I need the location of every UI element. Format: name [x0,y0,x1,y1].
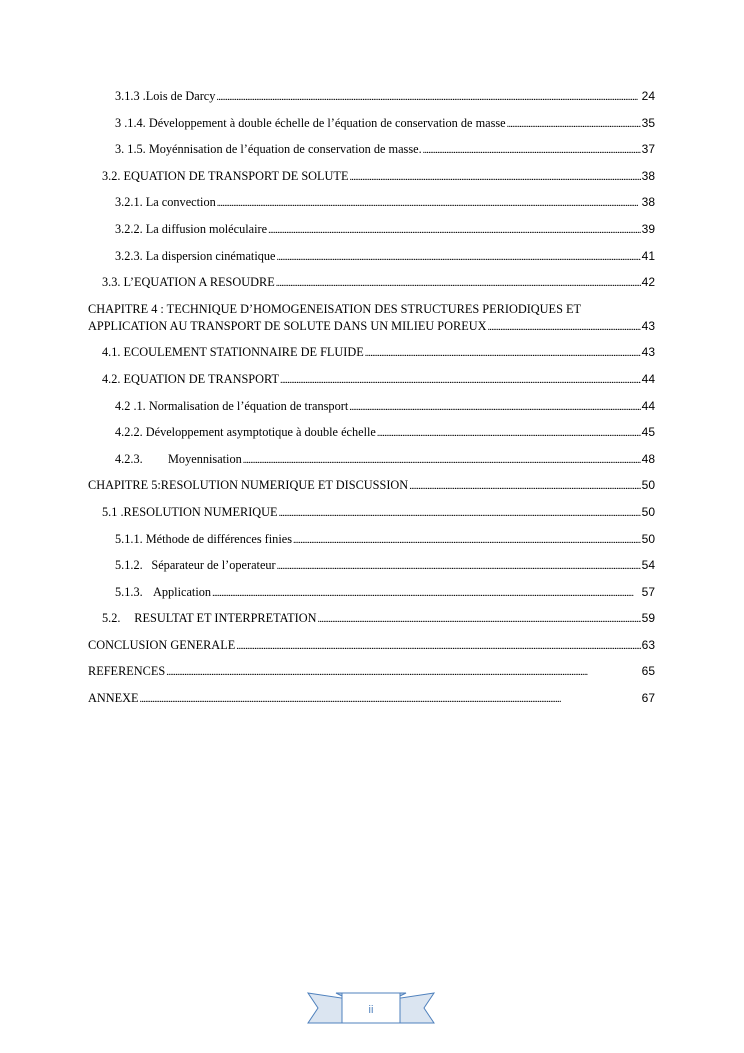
toc-entry[interactable] [88,557,655,575]
toc-entry-label: ANNEXE [88,691,139,706]
toc-entry[interactable] [88,398,655,416]
toc-entry-number: 5.1.2. [115,558,143,573]
toc-entry-label: RESULTAT ET INTERPRETATION [134,611,317,626]
page-footer [306,989,436,1029]
toc-entry-page: 63 [641,637,655,652]
dot-leader [487,319,640,336]
toc-entry-label: 4.1. ECOULEMENT STATIONNAIRE DE FLUIDE [102,345,364,360]
toc-entry-label: 4.2. EQUATION DE TRANSPORT [102,371,280,386]
toc-entry-label: Séparateur de l’operateur [151,558,276,573]
toc-entry-page: 54 [641,558,655,573]
page-number: ii [368,1004,374,1016]
toc-entry[interactable] [88,274,655,292]
dot-leader [277,249,641,266]
toc-entry-label: 4.2 .1. Normalisation de l’équation de transport [115,398,349,413]
toc-entry[interactable] [88,584,655,602]
toc-entry-label: 3.2.2. La diffusion moléculaire [115,221,268,236]
toc-entry-page: 48 [641,451,655,466]
toc-entry[interactable] [88,194,655,212]
toc-entry-page: 43 [641,318,655,333]
toc-entry-label: 3.2.1. La convection [115,195,216,210]
dot-leader [212,585,641,602]
dot-leader [349,169,640,186]
toc-entry-page: 37 [641,142,655,157]
dot-leader [507,116,641,133]
dot-leader [243,452,641,469]
dot-leader [268,222,641,239]
toc-entry[interactable] [88,424,655,442]
toc-entry-label: 3.2.3. La dispersion cinématique [115,248,276,263]
dot-leader [349,399,640,416]
toc-entry-page: 44 [641,398,655,413]
toc-entry-label: 3.1.3 .Lois de Darcy [115,89,216,103]
dot-leader [140,691,641,708]
dot-leader [377,425,641,442]
toc-entry-label: 5.1 .RESOLUTION NUMERIQUE [102,504,278,519]
dot-leader [279,505,641,522]
toc-entry[interactable] [88,221,655,239]
toc-entry-label: 3. 1.5. Moyénnisation de l’équation de conservation de masse. [115,142,422,157]
table-of-contents [88,88,655,717]
dot-leader [365,345,641,362]
dot-leader [409,478,640,495]
toc-entry-page: 50 [641,531,655,546]
toc-entry-page: 44 [641,371,655,386]
toc-entry-page: 38 [641,168,655,183]
toc-entry-page: 35 [641,115,655,130]
toc-entry-label: 5.1.1. Méthode de différences finies [115,531,292,546]
toc-entry-label: CHAPITRE 5:RESOLUTION NUMERIQUE ET DISCUSSION [88,478,409,493]
toc-entry-chapter-4[interactable] [88,301,655,336]
toc-entry[interactable] [88,663,655,681]
toc-entry-page: 38 [641,195,655,210]
toc-entry[interactable] [88,504,655,522]
toc-entry-label: APPLICATION AU TRANSPORT DE SOLUTE DANS UN MILIEU POREUX [88,318,487,333]
toc-entry-page: 50 [641,504,655,519]
toc-entry-label: 4.2.2. Développement asymptotique à double échelle [115,425,376,440]
toc-entry-label: Moyennisation [168,451,242,466]
dot-leader [217,195,641,212]
toc-entry-page: 24 [641,89,655,103]
toc-entry[interactable] [88,88,655,106]
toc-entry-page: 50 [641,478,655,493]
dot-leader [277,558,641,575]
toc-entry-page: 45 [641,425,655,440]
toc-entry[interactable] [88,451,655,469]
toc-entry-label: CONCLUSION GENERALE [88,637,236,652]
toc-entry-label: 3.2. EQUATION DE TRANSPORT DE SOLUTE [102,168,349,183]
dot-leader [293,532,641,549]
toc-entry-label: Application [153,584,212,599]
toc-entry[interactable] [88,115,655,133]
toc-entry-label: 3 .1.4. Développement à double échelle de l’équation de conservation de masse [115,115,506,130]
toc-entry[interactable] [88,637,655,655]
toc-entry[interactable] [88,610,655,628]
toc-entry-page: 39 [641,221,655,236]
dot-leader [318,611,641,628]
toc-entry-page: 41 [641,248,655,263]
toc-entry[interactable] [88,344,655,362]
dot-leader [236,638,640,655]
toc-entry[interactable] [88,141,655,159]
toc-entry-label: REFERENCES [88,664,166,679]
dot-leader [216,89,640,106]
dot-leader [423,142,641,159]
toc-entry-page: 65 [641,664,655,679]
dot-leader [166,664,640,681]
toc-entry-page: 67 [641,691,655,706]
toc-entry-label: 3.3. L’EQUATION A RESOUDRE [102,275,275,290]
toc-entry-chapter-5[interactable] [88,477,655,495]
toc-entry-label-line1: CHAPITRE 4 : TECHNIQUE D’HOMOGENEISATION DES STRUCTURES PERIODIQUES ET [88,301,582,316]
toc-entry-page: 43 [641,345,655,360]
toc-entry-number: 5.1.3. [115,584,143,599]
toc-entry-number: 5.2. [102,611,121,626]
dot-leader [276,275,641,292]
toc-entry[interactable] [88,690,655,708]
toc-entry[interactable] [88,248,655,266]
toc-entry[interactable] [88,531,655,549]
toc-entry-page: 59 [641,611,655,626]
toc-entry[interactable] [88,371,655,389]
toc-entry-number: 4.2.3. [115,451,143,466]
toc-entry[interactable] [88,168,655,186]
dot-leader [280,372,641,389]
toc-entry-page: 57 [641,584,655,599]
toc-entry-page: 42 [641,275,655,290]
